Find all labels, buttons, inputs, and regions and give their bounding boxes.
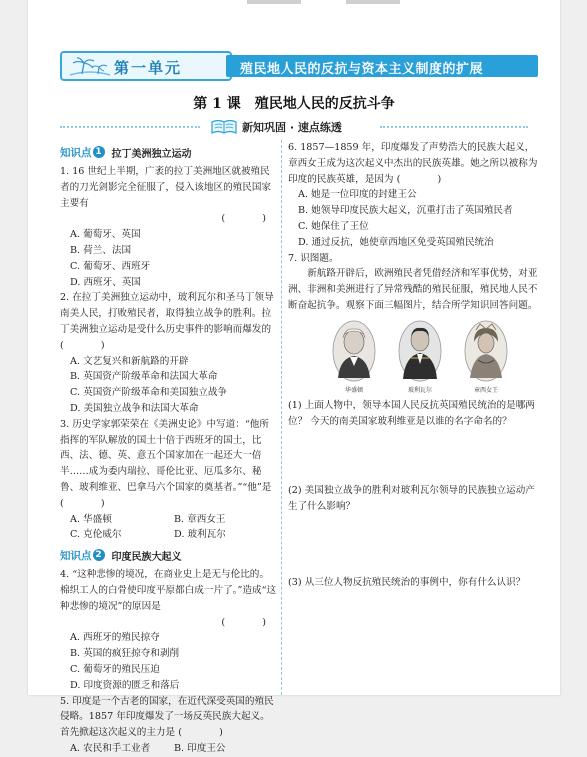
option-a[interactable]: A. 西班牙的殖民掠夺 xyxy=(70,632,160,644)
bolivar-portrait-icon xyxy=(398,320,442,382)
option-c[interactable]: C. 葡萄牙、西班牙 xyxy=(70,260,151,272)
option-d[interactable]: D. 玻利瓦尔 xyxy=(174,529,226,541)
option-b[interactable]: B. 英国资产阶级革命和法国大革命 xyxy=(70,371,218,383)
portrait-rani xyxy=(458,320,514,399)
knowledge-point-number: 2 xyxy=(93,549,105,561)
option-a[interactable]: A. 文艺复兴和新航路的开辟 xyxy=(70,355,189,367)
unit-title-bar xyxy=(226,55,538,77)
sub-question-3: (3) 从三位人物反抗殖民统治的事例中，你有什么认识？ xyxy=(288,576,526,588)
question-stem-text: 6. 1857—1859 年，印度爆发了声势浩大的民族大起义，章西女王成为这次起义中杰出的民族英雄。她之所以被称为印度的民族英雄，是因为 xyxy=(288,142,538,185)
option-c[interactable]: C. 她保住了王位 xyxy=(298,220,369,232)
option-b[interactable]: B. 荷兰、法国 xyxy=(70,244,132,256)
question-1 xyxy=(60,164,278,290)
portrait-washington xyxy=(326,320,382,399)
option-b[interactable]: B. 章西女王 xyxy=(174,513,226,525)
option-d[interactable]: D. 美国独立战争和法国大革命 xyxy=(70,402,199,414)
answer-parentheses[interactable]: ( ) xyxy=(221,616,272,628)
question-stem xyxy=(60,290,278,353)
question-stem: 1. 16 世纪上半期，广袤的拉丁美洲地区就被殖民者的刀光剑影完全征服了，侵入该地区的殖民国家主要有 xyxy=(60,166,272,209)
question-7 xyxy=(288,251,538,591)
option-c[interactable]: C. 葡萄牙的殖民压迫 xyxy=(70,663,160,675)
question-6 xyxy=(288,140,538,251)
question-stem-text: 2. 在拉丁美洲独立运动中，玻利瓦尔和圣马丁领导南美人民，打败殖民者，取得独立战争的胜利。拉丁美洲独立运动是受什么历史事件的影响而爆发的 xyxy=(60,292,274,335)
question-stem-text: 5. 印度是一个古老的国家，在近代深受英国的殖民侵略。1857 年印度爆发了一场反英民族大起义。首先掀起这次起义的主力是 xyxy=(60,695,274,739)
question-stem xyxy=(60,417,278,512)
question-5 xyxy=(60,694,278,757)
question-stem: 4. “这种悲惨的境况，在商业史上是无与伦比的。棉织工人的白骨使印度平原都白成一片了。”造成“这种悲惨的境况”的原因是 xyxy=(60,569,277,612)
section-title: 新知巩固 · 速点练透 xyxy=(242,121,342,134)
unit-label-box xyxy=(60,51,232,81)
question-stem xyxy=(288,140,538,187)
option-c[interactable]: C. 克伦威尔 xyxy=(70,529,122,541)
option-b[interactable]: B. 她领导印度民族大起义，沉重打击了英国殖民者 xyxy=(298,205,513,217)
unit-label: 第一单元 xyxy=(114,59,183,77)
washington-portrait-icon xyxy=(332,320,376,382)
unit-title: 殖民地人民的反抗与资本主义制度的扩展 xyxy=(240,62,484,77)
open-book-icon xyxy=(210,118,238,136)
portrait-caption: 章西女王 xyxy=(473,386,498,394)
question-4 xyxy=(60,567,278,693)
sub-question-1: (1) 上面人物中，领导本国人民反抗英国殖民统治的是哪两位？ 今天的南美国家玻利维亚是以谁的名字命名的？ xyxy=(288,399,535,427)
page-tab-left xyxy=(247,0,301,4)
right-column xyxy=(288,140,538,591)
page-tab-right xyxy=(346,0,400,4)
option-row xyxy=(60,741,278,757)
portrait-bolivar xyxy=(392,320,448,399)
question-2 xyxy=(60,290,278,416)
worksheet-page xyxy=(28,0,560,754)
portrait-caption: 华盛顿 xyxy=(344,386,363,394)
answer-parentheses[interactable]: ( ) xyxy=(60,339,111,351)
option-d[interactable]: D. 西班牙、英国 xyxy=(70,276,142,288)
question-stem-text: 3. 历史学家郭荣荣在《美洲史论》中写道：“他所指挥的军队解放的国土十倍于西班牙的国土，比西、法、德、英、意五个国家加在一起还大一倍半……成为委内瑞拉、哥伦比亚、厄瓜多尔、秘鲁、玻利维亚、巴拿马六个国家的奠基者。”“他”是 xyxy=(60,418,272,493)
answer-parentheses[interactable]: ( ) xyxy=(396,173,448,185)
option-a[interactable]: A. 葡萄牙、英国 xyxy=(70,229,141,241)
sub-question-2: (2) 美国独立战争的胜利对玻利瓦尔领导的民族独立运动产生了什么影响？ xyxy=(288,485,535,513)
question-stem: 7. 识图题。 xyxy=(288,252,339,264)
knowledge-point-number: 1 xyxy=(93,146,105,158)
question-3 xyxy=(60,417,278,543)
palm-tree-icon xyxy=(68,57,112,77)
answer-parentheses[interactable]: ( ) xyxy=(178,727,229,739)
portrait-caption: 玻利瓦尔 xyxy=(407,386,432,394)
lesson-title: 第 1 课 殖民地人民的反抗斗争 xyxy=(193,96,395,112)
answer-space[interactable] xyxy=(288,515,538,575)
option-b[interactable]: B. 英国的疯狂掠夺和剥削 xyxy=(70,648,180,660)
option-d[interactable]: D. 通过反抗，她使章西地区免受英国殖民统治 xyxy=(298,236,494,248)
left-column xyxy=(60,140,278,757)
option-a[interactable]: A. 农民和手工业者 xyxy=(70,742,151,754)
dotted-rule-left xyxy=(60,126,200,128)
option-c[interactable]: C. 英国资产阶级革命和美国独立战争 xyxy=(70,387,228,399)
portrait-group xyxy=(288,320,538,398)
knowledge-point-1 xyxy=(60,144,278,160)
option-row xyxy=(60,527,278,543)
knowledge-point-title: 拉丁美洲独立运动 xyxy=(111,148,192,160)
answer-parentheses[interactable]: ( ) xyxy=(221,213,272,225)
answer-space[interactable] xyxy=(288,429,538,483)
rani-portrait-icon xyxy=(464,320,508,382)
answer-parentheses[interactable]: ( ) xyxy=(60,497,111,509)
dotted-rule-right xyxy=(380,126,528,128)
knowledge-point-title: 印度民族大起义 xyxy=(111,551,182,563)
option-row xyxy=(60,512,278,528)
unit-banner xyxy=(60,51,538,83)
question-stem xyxy=(60,694,278,741)
option-b[interactable]: B. 印度王公 xyxy=(174,742,226,754)
option-a[interactable]: A. 华盛顿 xyxy=(70,513,112,525)
option-d[interactable]: D. 印度资源的匮乏和落后 xyxy=(70,679,180,691)
knowledge-point-word: 知识点 xyxy=(60,146,92,159)
knowledge-point-2 xyxy=(60,547,278,563)
section-header xyxy=(60,118,528,136)
question-passage: 新航路开辟后，欧洲殖民者凭借经济和军事优势，对亚洲、非洲和美洲进行了异常残酷的殖民征服，殖民地人民不断奋起抗争。观察下面三幅图片，结合所学知识回答问题。 xyxy=(288,268,538,311)
option-a[interactable]: A. 她是一位印度的封建王公 xyxy=(298,189,417,201)
column-divider xyxy=(281,140,282,695)
knowledge-point-word: 知识点 xyxy=(60,549,92,562)
